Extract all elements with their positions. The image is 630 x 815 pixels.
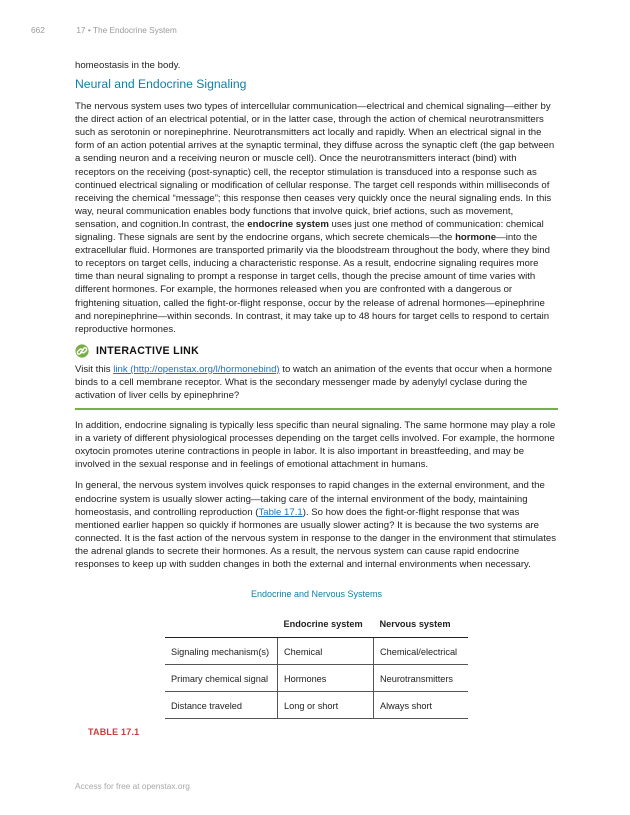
interactive-link-title — [75, 344, 558, 358]
table-block — [165, 589, 468, 719]
text-run: The nervous system uses two types of intercellular communication—electrical and chemical signaling—either by the direct action of an electrical potential, or in the latter case, through the action of chemical neurotransmitters such as serotonin or norepinephrine. Neurotransmitters act locally and rapidly. When an electrical signal in the form of an action potential arrives at the synaptic terminal, they diffuse across the synaptic cleft (the gap between a sending neuron and a receiving neuron or muscle cell). Once the neurotransmitters interact (bind) with receptors on the receiving (post-synaptic) cell, the receptor stimulation is transduced into a response such as continued electrical signaling or modification of cellular response. The target cell responds within milliseconds of receiving the chemical “message”; this response then ceases very quickly once the neural signaling ends. In this way, neural communication enables body functions that involve quick, brief actions, such as movement, sensation, and cognition.In contrast, the — [75, 101, 555, 230]
table-row — [165, 692, 468, 719]
text-run: uses just one method of communication: chemical signaling. These signals are sent by the endocrine organs, which secrete chemicals—the — [75, 218, 544, 244]
footer-access: Access for free at openstax.org — [75, 781, 190, 791]
main-content — [75, 59, 558, 737]
paragraph-neural-endocrine — [75, 100, 558, 336]
table-cell: Distance traveled — [165, 692, 278, 719]
table-row — [165, 665, 468, 692]
table-cell: Chemical — [278, 638, 374, 665]
chapter-title: 17 • The Endocrine System — [76, 25, 177, 35]
comparison-table — [165, 609, 468, 719]
section-heading: Neural and Endocrine Signaling — [75, 77, 247, 92]
table-cell: Long or short — [278, 692, 374, 719]
hormonebind-link[interactable]: link (http://openstax.org/l/hormonebind) — [113, 363, 280, 375]
text-run: Visit this — [75, 363, 114, 375]
table-ref-link[interactable]: Table 17.1 — [258, 506, 303, 518]
link-icon — [75, 344, 89, 358]
table-label: TABLE 17.1 — [88, 727, 140, 738]
divider — [75, 408, 558, 410]
text-run: to watch an animation of the events that occur when a hormone binds to a cell membrane receptor. What is the secondary messenger made by adenylyl cyclase during the activation of liver cells by epinephrine? — [75, 363, 553, 401]
text-run: —into the extracellular fluid. Hormones are transported primarily via the bloodstream throughout the body, where they bind to receptors on target cells, inducing a characteristic response. As a result, endocrine signaling requires more time than neural signaling to prompt a response in target cells, though the precise amount of time varies with different hormones. For example, the hormones released when you are confronted with a dangerous or frightening situation, called the fight-or-flight response, occur by the release of adrenal hormones—epinephrine and norepinephrine—within seconds. In contrast, it may take up to 48 hours for target cells to respond to certain reproductive hormones. — [75, 232, 550, 335]
table-header-cell: Endocrine system — [278, 609, 374, 638]
table-cell: Always short — [374, 692, 469, 719]
table-row — [165, 638, 468, 665]
table-cell: Hormones — [278, 665, 374, 692]
table-cell: Chemical/electrical — [374, 638, 469, 665]
paragraph-specificity: In addition, endocrine signaling is typically less specific than neural signaling. The same hormone may play a role in a variety of different physiological processes depending on the target cells involved. For example, the hormone oxytocin promotes uterine contractions in people in labor. It is also important in breastfeeding, and may be involved in the sexual response and in feelings of emotional attachment in humans. — [75, 420, 556, 471]
table-caption: Endocrine and Nervous Systems — [250, 589, 383, 600]
term-hormone: hormone — [455, 232, 497, 244]
intro-fragment: homeostasis in the body. — [75, 60, 181, 71]
page-number: 662 — [31, 25, 45, 35]
table-cell: Neurotransmitters — [374, 665, 469, 692]
paragraph-comparison — [75, 479, 558, 571]
term-endocrine-system: endocrine system — [247, 218, 329, 230]
table-cell: Primary chemical signal — [165, 665, 278, 692]
interactive-link-text — [75, 363, 558, 402]
table-header-row — [165, 609, 468, 638]
running-header — [31, 25, 177, 35]
interactive-link-label: INTERACTIVE LINK — [96, 344, 200, 357]
table-cell: Signaling mechanism(s) — [165, 638, 278, 665]
table-header-cell — [165, 609, 278, 638]
interactive-link-box — [75, 344, 558, 402]
text-run: In general, the nervous system involves quick responses to rapid changes in the external environment, and the endocrine system is usually slower acting—taking care of the internal environment of the body, maintaining homeostasis, and controlling reproduction ( — [75, 480, 545, 518]
text-run: ). So how does the fight-or-flight response that was mentioned earlier happen so quickly if hormones are usually slower acting? It is because the two systems are connected. It is the fast action of the nervous system in response to the danger in the environment that stimulates the adrenal glands to secrete their hormones. As a result, the nervous system can cause rapid endocrine responses to keep up with sudden changes in both the external and internal environments when necessary. — [75, 506, 557, 570]
table-header-cell: Nervous system — [374, 609, 469, 638]
